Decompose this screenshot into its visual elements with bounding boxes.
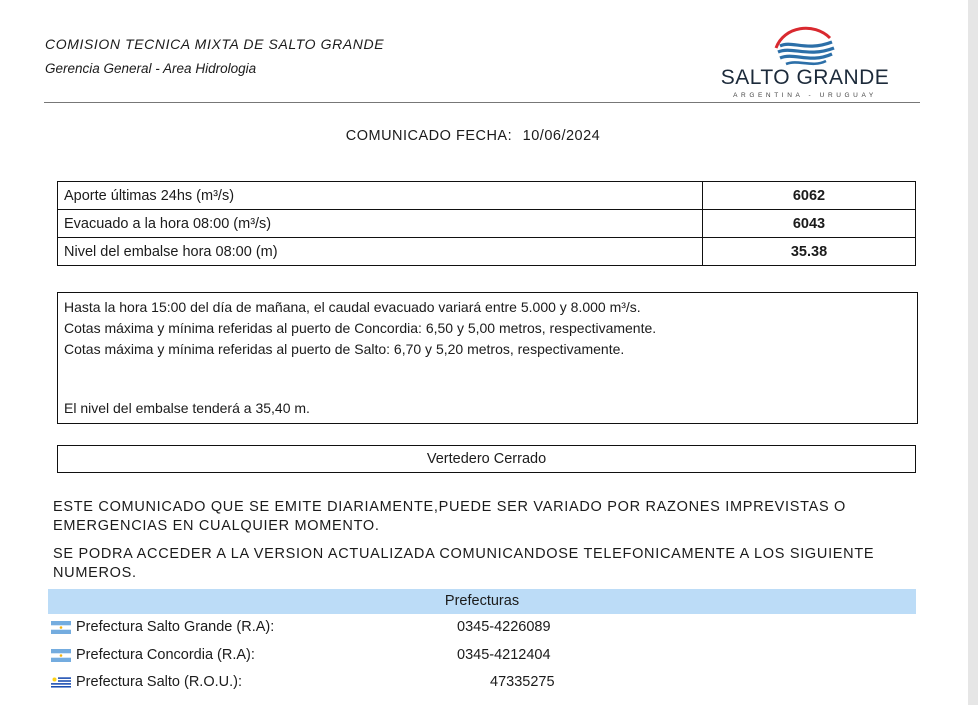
argentina-flag-icon (51, 649, 71, 662)
measurement-value: 35.38 (703, 238, 916, 266)
logo-waves-icon (710, 20, 900, 68)
measurement-label: Evacuado a la hora 08:00 (m³/s) (58, 210, 703, 238)
phone-number: 0345-4226089 (457, 619, 551, 635)
phone-number: 47335275 (490, 674, 555, 690)
phone-number: 0345-4212404 (457, 647, 551, 663)
logo-subtitle: ARGENTINA - URUGUAY (733, 92, 877, 99)
measurements-table (57, 181, 916, 266)
uruguay-flag-icon (51, 676, 71, 689)
disclaimer-text: SE PODRA ACCEDER A LA VERSION ACTUALIZADA COMUNICANDOSE TELEFONICAMENTE A LOS SIGUIENTE NUMEROS. (53, 546, 875, 581)
argentina-flag-icon (51, 621, 71, 634)
forecast-notes-box (57, 292, 918, 424)
department-name: Gerencia General - Area Hidrologia (45, 61, 257, 76)
salto-grande-logo (710, 20, 900, 102)
prefectura-name: Prefectura Salto Grande (R.A): (76, 619, 275, 635)
list-item (51, 672, 611, 694)
communique-date (0, 128, 940, 144)
date-label: COMUNICADO FECHA: (345, 128, 513, 144)
note-line: Cotas máxima y mínima referidas al puerto de Concordia: 6,50 y 5,00 metros, respectivamente. (64, 320, 657, 336)
table-row (58, 210, 916, 238)
measurement-value: 6043 (703, 210, 916, 238)
list-item (51, 645, 611, 667)
table-row (58, 182, 916, 210)
list-item (51, 617, 611, 639)
prefectura-name: Prefectura Concordia (R.A): (76, 647, 255, 663)
note-line: Cotas máxima y mínima referidas al puerto de Salto: 6,70 y 5,20 metros, respectivamente. (64, 341, 625, 357)
header-divider (44, 102, 920, 103)
measurement-label: Nivel del embalse hora 08:00 (m) (58, 238, 703, 266)
table-row (58, 238, 916, 266)
page-edge (968, 0, 978, 705)
measurement-value: 6062 (703, 182, 916, 210)
date-value: 10/06/2024 (522, 128, 601, 144)
prefecturas-header: Prefecturas (48, 589, 916, 614)
measurement-label: Aporte últimas 24hs (m³/s) (58, 182, 703, 210)
spillway-status: Vertedero Cerrado (57, 445, 916, 473)
note-line: Hasta la hora 15:00 del día de mañana, el caudal evacuado variará entre 5.000 y 8.000 m³/s. (64, 299, 641, 315)
logo-title: SALTO GRANDE (720, 66, 890, 89)
disclaimer-text: ESTE COMUNICADO QUE SE EMITE DIARIAMENTE,PUEDE SER VARIADO POR RAZONES IMPREVISTAS O EMERGENCIAS EN CUALQUIER MOMENTO. (53, 499, 847, 534)
prefectura-name: Prefectura Salto (R.O.U.): (76, 674, 242, 690)
organization-name: COMISION TECNICA MIXTA DE SALTO GRANDE (45, 36, 385, 52)
note-line: El nivel del embalse tenderá a 35,40 m. (64, 400, 310, 416)
